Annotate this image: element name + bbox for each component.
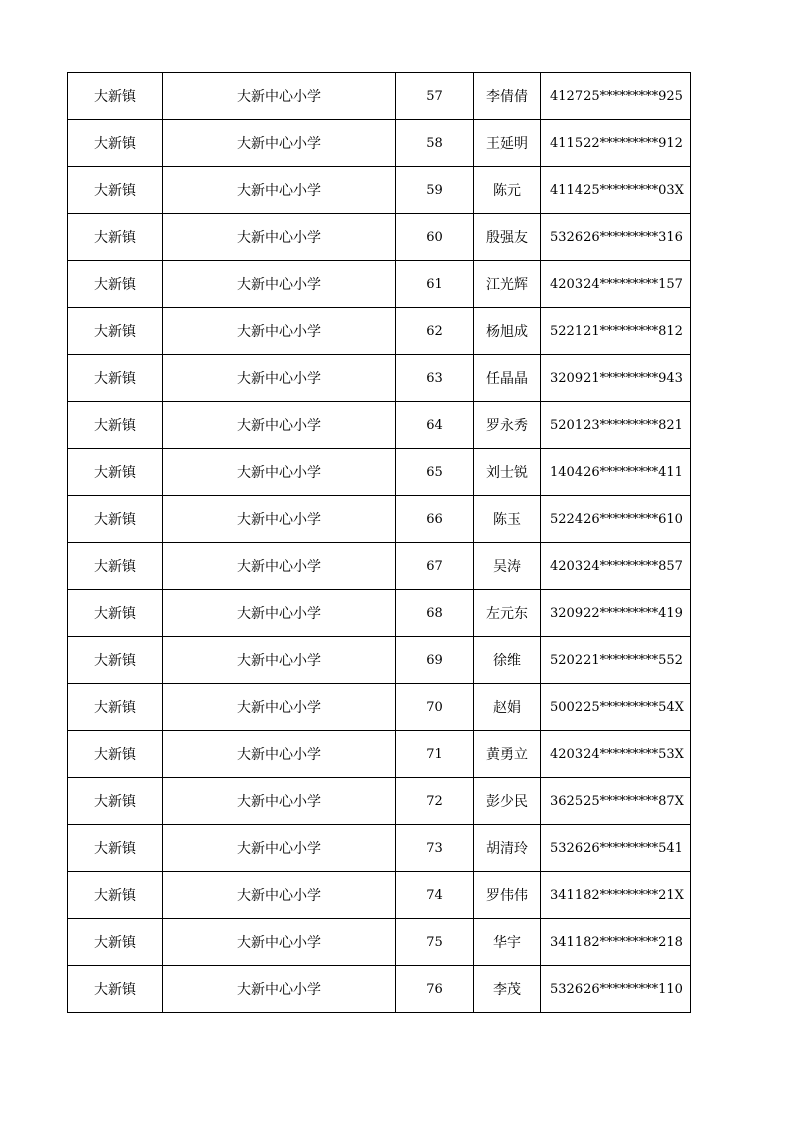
town-cell: 大新镇	[68, 73, 163, 120]
town-cell: 大新镇	[68, 637, 163, 684]
table-row	[68, 684, 691, 731]
id-number-cell: 520221*********552	[541, 637, 691, 684]
name-cell: 王延明	[474, 120, 541, 167]
roster-table	[67, 72, 691, 1013]
id-number-cell: 532626*********110	[541, 966, 691, 1013]
id-number-cell: 140426*********411	[541, 449, 691, 496]
name-cell: 罗伟伟	[474, 872, 541, 919]
school-cell: 大新中心小学	[163, 731, 396, 778]
number-cell: 74	[396, 872, 474, 919]
id-number-cell: 341182*********218	[541, 919, 691, 966]
school-cell: 大新中心小学	[163, 637, 396, 684]
school-cell: 大新中心小学	[163, 543, 396, 590]
table-row	[68, 919, 691, 966]
id-number-cell: 532626*********316	[541, 214, 691, 261]
table-row	[68, 214, 691, 261]
id-number-cell: 411522*********912	[541, 120, 691, 167]
table-row	[68, 872, 691, 919]
id-number-cell: 320922*********419	[541, 590, 691, 637]
school-cell: 大新中心小学	[163, 684, 396, 731]
table-row	[68, 543, 691, 590]
town-cell: 大新镇	[68, 919, 163, 966]
name-cell: 黄勇立	[474, 731, 541, 778]
town-cell: 大新镇	[68, 355, 163, 402]
table-row	[68, 637, 691, 684]
town-cell: 大新镇	[68, 496, 163, 543]
town-cell: 大新镇	[68, 167, 163, 214]
table-row	[68, 966, 691, 1013]
town-cell: 大新镇	[68, 731, 163, 778]
number-cell: 72	[396, 778, 474, 825]
id-number-cell: 500225*********54X	[541, 684, 691, 731]
number-cell: 67	[396, 543, 474, 590]
town-cell: 大新镇	[68, 261, 163, 308]
school-cell: 大新中心小学	[163, 966, 396, 1013]
number-cell: 59	[396, 167, 474, 214]
name-cell: 任晶晶	[474, 355, 541, 402]
table-row	[68, 167, 691, 214]
name-cell: 李倩倩	[474, 73, 541, 120]
town-cell: 大新镇	[68, 590, 163, 637]
name-cell: 华宇	[474, 919, 541, 966]
school-cell: 大新中心小学	[163, 778, 396, 825]
number-cell: 69	[396, 637, 474, 684]
town-cell: 大新镇	[68, 543, 163, 590]
town-cell: 大新镇	[68, 684, 163, 731]
table-row	[68, 825, 691, 872]
name-cell: 胡清玲	[474, 825, 541, 872]
name-cell: 左元东	[474, 590, 541, 637]
number-cell: 58	[396, 120, 474, 167]
table-row	[68, 731, 691, 778]
number-cell: 76	[396, 966, 474, 1013]
name-cell: 李茂	[474, 966, 541, 1013]
id-number-cell: 420324*********857	[541, 543, 691, 590]
school-cell: 大新中心小学	[163, 872, 396, 919]
id-number-cell: 420324*********157	[541, 261, 691, 308]
id-number-cell: 412725*********925	[541, 73, 691, 120]
school-cell: 大新中心小学	[163, 496, 396, 543]
table-row	[68, 496, 691, 543]
school-cell: 大新中心小学	[163, 590, 396, 637]
number-cell: 64	[396, 402, 474, 449]
town-cell: 大新镇	[68, 449, 163, 496]
id-number-cell: 341182*********21X	[541, 872, 691, 919]
table-row	[68, 261, 691, 308]
id-number-cell: 362525*********87X	[541, 778, 691, 825]
number-cell: 75	[396, 919, 474, 966]
school-cell: 大新中心小学	[163, 825, 396, 872]
table-row	[68, 355, 691, 402]
town-cell: 大新镇	[68, 214, 163, 261]
number-cell: 60	[396, 214, 474, 261]
number-cell: 57	[396, 73, 474, 120]
name-cell: 陈元	[474, 167, 541, 214]
table-row	[68, 449, 691, 496]
id-number-cell: 411425*********03X	[541, 167, 691, 214]
id-number-cell: 420324*********53X	[541, 731, 691, 778]
number-cell: 68	[396, 590, 474, 637]
table-row	[68, 308, 691, 355]
school-cell: 大新中心小学	[163, 73, 396, 120]
name-cell: 彭少民	[474, 778, 541, 825]
school-cell: 大新中心小学	[163, 449, 396, 496]
school-cell: 大新中心小学	[163, 355, 396, 402]
name-cell: 杨旭成	[474, 308, 541, 355]
number-cell: 71	[396, 731, 474, 778]
number-cell: 65	[396, 449, 474, 496]
town-cell: 大新镇	[68, 120, 163, 167]
id-number-cell: 522426*********610	[541, 496, 691, 543]
town-cell: 大新镇	[68, 825, 163, 872]
name-cell: 刘士锐	[474, 449, 541, 496]
town-cell: 大新镇	[68, 966, 163, 1013]
town-cell: 大新镇	[68, 402, 163, 449]
school-cell: 大新中心小学	[163, 214, 396, 261]
id-number-cell: 532626*********541	[541, 825, 691, 872]
school-cell: 大新中心小学	[163, 919, 396, 966]
id-number-cell: 520123*********821	[541, 402, 691, 449]
number-cell: 70	[396, 684, 474, 731]
number-cell: 62	[396, 308, 474, 355]
school-cell: 大新中心小学	[163, 120, 396, 167]
town-cell: 大新镇	[68, 778, 163, 825]
table-row	[68, 590, 691, 637]
number-cell: 73	[396, 825, 474, 872]
name-cell: 殷强友	[474, 214, 541, 261]
table-row	[68, 73, 691, 120]
number-cell: 66	[396, 496, 474, 543]
table-row	[68, 120, 691, 167]
id-number-cell: 320921*********943	[541, 355, 691, 402]
name-cell: 赵娟	[474, 684, 541, 731]
town-cell: 大新镇	[68, 872, 163, 919]
name-cell: 罗永秀	[474, 402, 541, 449]
roster-table-body	[68, 73, 691, 1013]
number-cell: 63	[396, 355, 474, 402]
id-number-cell: 522121*********812	[541, 308, 691, 355]
school-cell: 大新中心小学	[163, 402, 396, 449]
name-cell: 徐维	[474, 637, 541, 684]
name-cell: 吴涛	[474, 543, 541, 590]
town-cell: 大新镇	[68, 308, 163, 355]
table-row	[68, 402, 691, 449]
table-row	[68, 778, 691, 825]
number-cell: 61	[396, 261, 474, 308]
school-cell: 大新中心小学	[163, 167, 396, 214]
name-cell: 江光辉	[474, 261, 541, 308]
school-cell: 大新中心小学	[163, 261, 396, 308]
name-cell: 陈玉	[474, 496, 541, 543]
school-cell: 大新中心小学	[163, 308, 396, 355]
